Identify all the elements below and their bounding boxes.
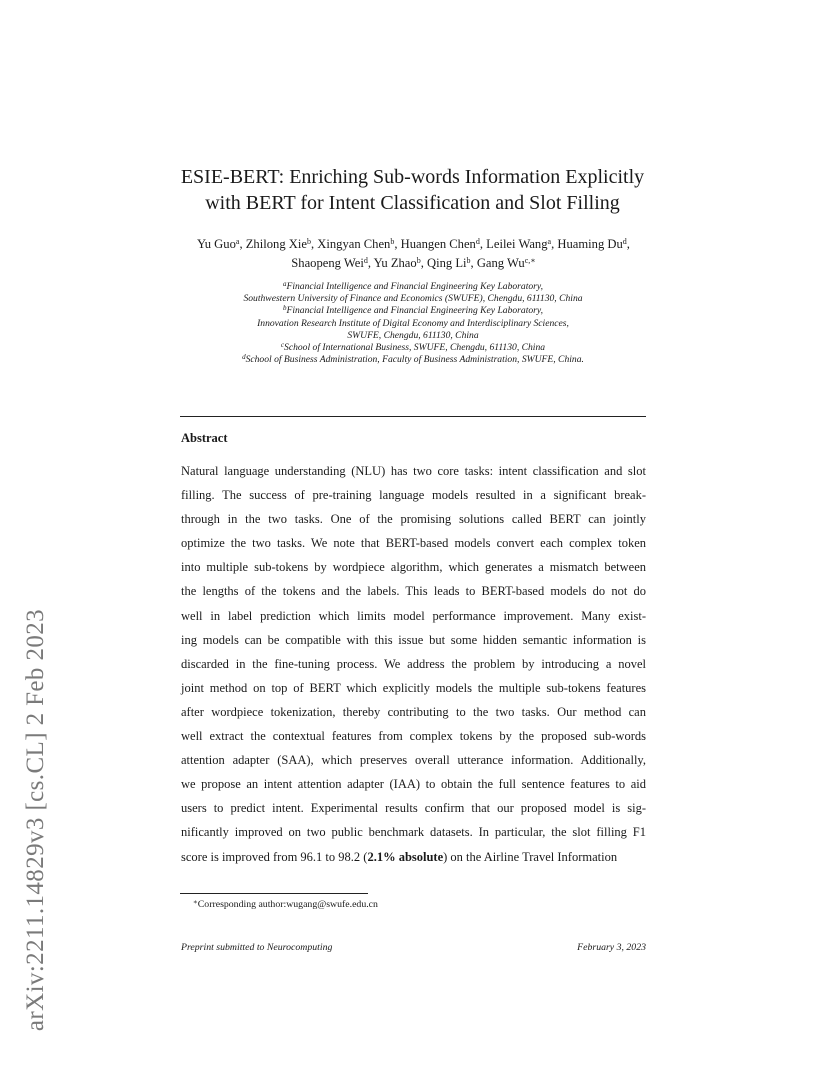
footnote-mark: ∗ <box>193 898 198 906</box>
author-name: Huaming Du <box>557 237 623 251</box>
author <box>427 256 471 270</box>
author <box>291 256 368 270</box>
abstract-emphasis: 2.1% absolute <box>367 849 444 864</box>
affiliation-line <box>160 305 666 317</box>
abstract-line: filling. The success of pre-training language models resulted in a significant break- <box>181 488 646 503</box>
author-name: Gang Wu <box>476 256 525 270</box>
author-name: Zhilong Xie <box>245 237 307 251</box>
affiliation-line <box>160 318 666 330</box>
abstract-line: after wordpiece tokenization, thereby contributing to the two tasks. Our method can <box>181 704 646 719</box>
abstract-top-rule <box>180 416 646 417</box>
affiliation-mark: d <box>242 353 246 362</box>
author-name: Shaopeng Wei <box>291 256 364 270</box>
abstract-line: optimize the two tasks. We note that BERT-based models convert each complex token <box>181 536 646 551</box>
author-name: Yu Zhao <box>373 256 417 270</box>
footnote <box>193 899 378 910</box>
arxiv-stamp-text: arXiv:2211.14829v3 [cs.CL] 2 Feb 2023 <box>22 608 49 1032</box>
affiliation-line <box>160 293 666 305</box>
author <box>477 256 536 270</box>
affiliation-text: Financial Intelligence and Financial Engineering Key Laboratory, <box>286 305 544 317</box>
affiliation-line <box>160 330 666 342</box>
abstract-line: the lengths of the tokens and the labels. This leads to BERT-based models do not do <box>181 584 646 599</box>
footnote-rule <box>180 893 368 894</box>
abstract-line: well in label prediction which limits model performance improvement. Many exist- <box>181 608 646 623</box>
author <box>246 237 311 251</box>
author-name: Qing Li <box>427 256 467 270</box>
author-affiliation-mark: d <box>622 237 627 246</box>
paper-title <box>140 164 685 216</box>
abstract-heading: Abstract <box>181 431 228 445</box>
author-affiliation-mark: b <box>306 237 311 246</box>
author-affiliation-mark: c,∗ <box>524 256 536 265</box>
author-affiliation-mark: d <box>363 256 368 265</box>
author <box>401 237 480 251</box>
author-affiliation-mark: b <box>416 256 421 265</box>
affiliation-line <box>160 354 666 366</box>
author-affiliation-mark: a <box>235 237 240 246</box>
author-affiliation-mark: a <box>547 237 552 246</box>
footer-date: February 3, 2023 <box>577 942 646 953</box>
affiliation-text: Innovation Research Institute of Digital Economy and Interdisciplinary Sciences, <box>257 317 569 329</box>
abstract-text: ) on the Airline Travel Information <box>443 849 618 864</box>
abstract-line: discarded in the fine-tuning process. We address the problem by introducing a novel <box>181 656 646 671</box>
author <box>374 256 421 270</box>
affiliation-mark: a <box>282 280 287 288</box>
affiliation-line <box>160 342 666 354</box>
author-name: Xingyan Chen <box>317 237 391 251</box>
author-name: Huangen Chen <box>400 237 476 251</box>
arxiv-stamp <box>14 295 58 1032</box>
author-affiliation-mark: d <box>475 237 480 246</box>
abstract-line: into multiple sub-tokens by wordpiece algorithm, which generates a mismatch between <box>181 560 646 575</box>
author <box>197 237 239 251</box>
abstract-line: well extract the contextual features from complex tokens by the proposed sub-words <box>181 729 646 744</box>
affiliation-text: School of International Business, SWUFE, Chengdu, 611130, China <box>284 342 546 354</box>
author-name: Yu Guo <box>197 237 236 251</box>
affiliation-list <box>160 281 666 366</box>
affiliation-text: SWUFE, Chengdu, 611130, China <box>347 329 479 341</box>
abstract-line: through in the two tasks. One of the promising solutions called BERT can jointly <box>181 512 646 527</box>
title-line-1: ESIE-BERT: Enriching Sub-words Information Explicitly <box>180 166 645 188</box>
author <box>486 237 551 251</box>
abstract-line: attention adapter (SAA), which preserves overall utterance information. Additionally, <box>181 753 646 768</box>
footer-preprint-note: Preprint submitted to Neurocomputing <box>181 942 333 953</box>
affiliation-line <box>160 281 666 293</box>
affiliation-text: Financial Intelligence and Financial Engineering Key Laboratory, <box>286 281 544 292</box>
abstract-line: Natural language understanding (NLU) has two core tasks: intent classification and slot <box>181 464 646 478</box>
abstract-line <box>181 845 646 869</box>
affiliation-mark: b <box>282 304 287 313</box>
author-name: Leilei Wang <box>486 237 548 251</box>
affiliation-text: Southwestern University of Finance and Economics (SWUFE), Chengdu, 611130, China <box>243 293 583 305</box>
abstract-line: joint method on top of BERT which explicitly models the multiple sub-tokens features <box>181 680 646 695</box>
abstract-line: ing models can be compatible with this issue but some hidden semantic information is <box>181 632 646 647</box>
abstract-text: score is improved from 96.1 to 98.2 ( <box>181 849 368 864</box>
abstract-line: users to predict intent. Experimental results confirm that our proposed model is sig- <box>181 801 646 816</box>
affiliation-text: School of Business Administration, Faculty of Business Administration, SWUFE, China. <box>245 354 584 366</box>
abstract-body <box>181 459 646 869</box>
author <box>557 237 626 251</box>
author <box>317 237 394 251</box>
footnote-text: Corresponding author:wugang@swufe.edu.cn <box>197 899 378 910</box>
abstract-line: we propose an intent attention adapter (IAA) to obtain the full sentence features to aid <box>181 777 646 792</box>
title-line-2: with BERT for Intent Classification and Slot Filling <box>205 192 620 214</box>
abstract-line: nificantly improved on two public benchmark datasets. In particular, the slot filling F1 <box>181 825 646 840</box>
affiliation-mark: c <box>280 341 285 350</box>
author-affiliation-mark: b <box>466 256 471 265</box>
author-affiliation-mark: b <box>390 237 395 246</box>
author-list: Yu Guo$^a$, Zhilong Xie$^b$, Xingyan Chen$^b$, Huangen Chen$^d$, Leilei Wang$^a$, Huaming Du$^d$, Shaopeng Wei$^d$, Yu Zhao$^b$, Qing Li$^b$, Gang $Wu^{c,∗}$ <box>197 237 630 270</box>
